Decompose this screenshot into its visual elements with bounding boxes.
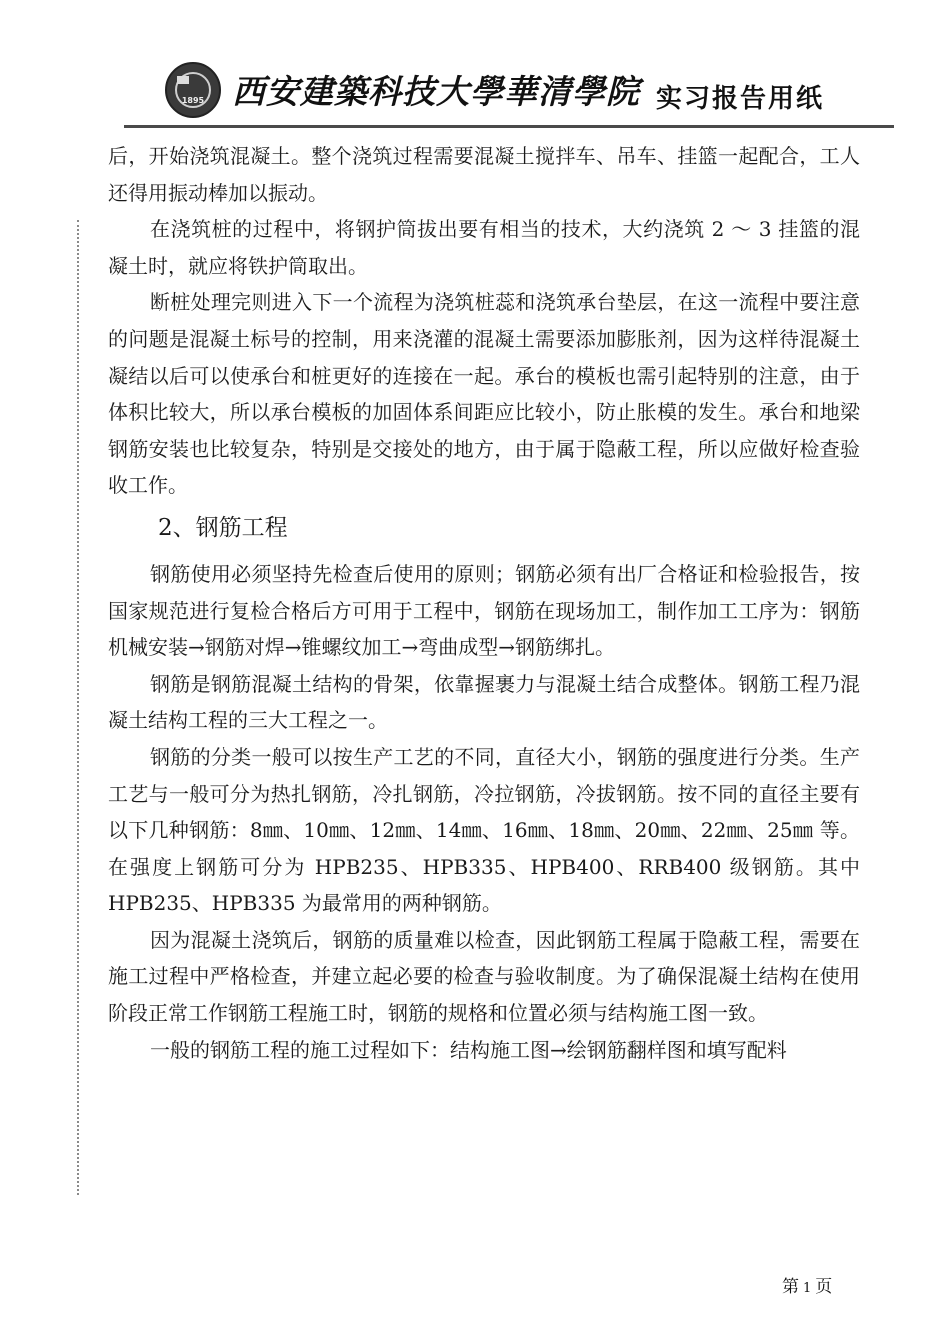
binding-margin-line [77,220,79,1195]
seal-year: 1895 [181,96,205,105]
paragraph: 因为混凝土浇筑后，钢筋的质量难以检查，因此钢筋工程属于隐蔽工程，需要在施工过程中严格检查，并建立起必要的检查与验收制度。为了确保混凝土结构在使用阶段正常工作钢筋工程施工时，钢筋的规格和位置必须与结构施工图一致。 [108,927,860,1026]
paragraph: 后，开始浇筑混凝土。整个浇筑过程需要混凝土搅拌车、吊车、挂篮一起配合，工人还得用振动棒加以振动。 [108,144,860,205]
paragraph: 一般的钢筋工程的施工过程如下：结构施工图→绘钢筋翻样图和填写配料 [150,1037,787,1062]
paragraph: 断桩处理完则进入下一个流程为浇筑桩蕊和浇筑承台垫层，在这一流程中要注意的问题是混凝土标号的控制，用来浇灌的混凝土需要添加膨胀剂，因为这样待混凝土凝结以后可以使承台和桩更好的连接在一起。承台的模板也需引起特别的注意，由于体积比较大，所以承台模板的加固体系间距应比较小，防止胀模的发生。承台和地梁钢筋安装也比较复杂，特别是交接处的地方，由于属于隐蔽工程，所以应做好检查验收工作。 [108,290,860,498]
paragraph: 在浇筑桩的过程中，将钢护筒拔出要有相当的技术，大约浇筑 2 ～ 3 挂篮的混凝土时，就应将铁护筒取出。 [108,217,860,278]
paragraph: 钢筋的分类一般可以按生产工艺的不同，直径大小，钢筋的强度进行分类。生产工艺与一般可分为热扎钢筋，冷扎钢筋，冷拉钢筋，冷拔钢筋。按不同的直径主要有以下几种钢筋：8㎜、10㎜、12㎜、14㎜、16㎜、18㎜、20㎜、22㎜、25㎜ 等。在强度上钢筋可分为 HPB235、HPB335、HPB400、RRB400 级钢筋。其中HPB235、HPB335 为最常用的两种钢筋。 [108,744,860,916]
page-header [0,0,950,135]
section-heading: 2、钢筋工程 [158,514,288,541]
seal-building-icon [177,76,189,84]
header-divider [124,125,894,128]
page-number: 1 [803,1281,812,1296]
page-suffix: 页 [815,1277,833,1297]
paper-title: 实习报告用纸 [656,84,825,114]
page-footer [782,1272,832,1297]
paragraph: 钢筋是钢筋混凝土结构的骨架，依靠握裹力与混凝土结合成整体。钢筋工程乃混凝土结构工程的三大工程之一。 [108,671,860,733]
school-seal-logo [165,62,221,118]
paragraph: 钢筋使用必须坚持先检查后使用的原则；钢筋必须有出厂合格证和检验报告，按国家规范进行复检合格后方可用于工程中，钢筋在现场加工，制作加工工序为：钢筋机械安装→钢筋对焊→锥螺纹加工→弯曲成型→钢筋绑扎。 [108,561,860,660]
school-name: 西安建築科技大學華清學院 [232,72,640,111]
page-prefix: 第 [782,1277,799,1297]
report-body [108,138,860,1068]
